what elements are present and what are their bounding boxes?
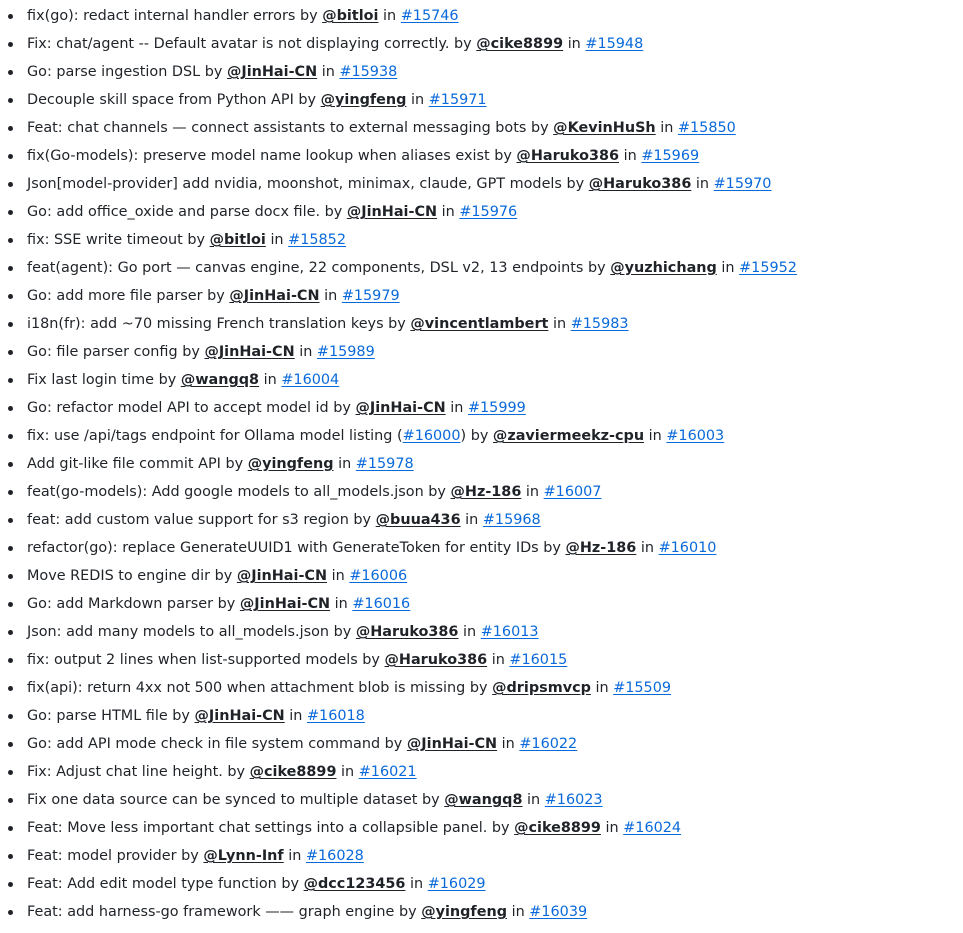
in-label: in [567,36,581,52]
list-item [8,562,963,590]
pr-link[interactable]: #16013 [480,624,539,640]
in-label: in [341,764,355,780]
in-label: in [463,624,477,640]
by-label: by [187,232,206,248]
by-label: by [566,176,585,192]
by-label: by [181,848,199,864]
author-link[interactable]: @wangq8 [444,792,523,808]
bullet-icon [8,294,13,299]
item-title: fix(go): redact internal handler errors [27,8,296,24]
in-label: in [595,680,609,696]
author-link[interactable]: @Hz-186 [450,484,522,500]
item-title: Go: add more file parser [27,288,203,304]
pr-link[interactable]: #15852 [288,232,346,248]
pr-link[interactable]: #15850 [677,120,736,136]
list-item [8,282,963,310]
item-title: feat: add custom value support for s3 region [27,512,349,528]
pr-link[interactable]: #16024 [623,820,682,836]
item-title: i18n(fr): add ~70 missing French translation keys [27,316,384,332]
author-link[interactable]: @JinHai-CN [406,736,498,752]
bullet-icon [8,742,13,747]
pr-link[interactable]: #15983 [570,316,629,332]
list-item [8,114,963,142]
in-label: in [511,904,525,920]
item-title: Json[model-provider] add nvidia, moonshot, minimax, claude, GPT models [27,176,562,192]
bullet-icon [8,798,13,803]
pr-link[interactable]: #16022 [519,736,578,752]
bullet-icon [8,42,13,47]
in-label: in [441,204,455,220]
pr-link[interactable]: #15970 [713,176,772,192]
by-label: by [333,400,351,416]
author-link[interactable]: @JinHai-CN [355,400,446,416]
list-item [8,730,963,758]
list-item [8,842,963,870]
item-title: refactor(go): replace GenerateUUID1 with GenerateToken for entity IDs [27,540,539,556]
by-label: by [227,764,246,780]
bullet-icon [8,434,13,439]
bullet-icon [8,14,13,19]
by-label: by [207,288,225,304]
author-link[interactable]: @buua436 [375,512,461,528]
bullet-icon [8,602,13,607]
list-item [8,478,963,506]
item-title: Feat: chat channels — connect assistants to external messaging bots [27,120,527,136]
in-label: in [721,260,735,276]
in-label: in [383,8,397,24]
list-item [8,590,963,618]
list-item [8,310,963,338]
in-label: in [331,568,345,584]
author-link[interactable]: @JinHai-CN [229,288,320,304]
author-link[interactable]: @dripsmvcp [492,680,591,696]
in-label: in [605,820,619,836]
in-label: in [334,596,348,612]
pr-link[interactable]: #16028 [305,848,364,864]
item-title: Go: add Markdown parser [27,596,214,612]
pr-link[interactable]: #16003 [666,428,725,444]
author-link[interactable]: @JinHai-CN [239,596,331,612]
item-title: Fix: Adjust chat line height. [27,764,223,780]
pr-link[interactable]: #16021 [358,764,417,780]
in-label: in [321,64,335,80]
in-label: in [501,736,515,752]
bullet-icon [8,98,13,103]
pr-link[interactable]: #16007 [543,484,602,500]
in-label: in [623,148,637,164]
in-label: in [263,372,277,388]
author-link[interactable]: @yuzhichang [610,260,717,276]
author-link[interactable]: @Haruko386 [588,176,692,192]
in-label: in [648,428,662,444]
pr-link[interactable]: #15948 [585,36,644,52]
author-link[interactable]: @Haruko386 [516,148,620,164]
author-link[interactable]: @cike8899 [476,36,564,52]
list-item [8,226,963,254]
item-title: Decouple skill space from Python API [27,92,294,108]
author-link[interactable]: @JinHai-CN [194,708,285,724]
by-label: by [588,260,606,276]
item-title: Fix one data source can be synced to multiple dataset [27,792,418,808]
item-title: Add git-like file commit API [27,456,221,472]
in-label: in [270,232,284,248]
bullet-icon [8,462,13,467]
list-item [8,674,963,702]
bullet-icon [8,70,13,75]
list-item [8,786,963,814]
pr-link[interactable]: #16006 [349,568,408,584]
in-label: in [338,456,352,472]
pr-link[interactable]: #16015 [509,652,568,668]
item-title: Go: add office_oxide and parse docx file. [27,204,321,220]
list-item [8,86,963,114]
list-item [8,366,963,394]
by-label: by [421,792,440,808]
pr-link[interactable]: #15979 [341,288,400,304]
in-label: in [288,848,302,864]
bullet-icon [8,630,13,635]
pr-link[interactable]: #15978 [355,456,414,472]
by-label: by [469,680,488,696]
list-item [8,58,963,86]
item-title: fix(api): return 4xx not 500 when attachment blob is missing [27,680,466,696]
list-item [8,142,963,170]
list-item [8,898,963,926]
by-label: by [182,344,200,360]
author-link[interactable]: @JinHai-CN [226,64,318,80]
pr-link[interactable]: #16016 [352,596,411,612]
item-title: fix: use /api/tags endpoint for Ollama model listing ( [27,428,403,444]
in-label: in [527,792,541,808]
inline-pr-link[interactable]: #16000 [402,428,461,444]
in-label: in [491,652,505,668]
bullet-icon [8,154,13,159]
author-link[interactable]: @yingfeng [320,92,407,108]
in-label: in [450,400,464,416]
by-label: by [298,92,317,108]
bullet-icon [8,518,13,523]
bullet-icon [8,378,13,383]
by-label: by [217,596,236,612]
pr-link[interactable]: #15989 [316,344,375,360]
bullet-icon [8,854,13,859]
pr-link[interactable]: #15746 [400,8,459,24]
list-item [8,506,963,534]
item-title: Fix: chat/agent -- Default avatar is not displaying correctly. [27,36,450,52]
bullet-icon [8,686,13,691]
by-label: by [299,8,318,24]
author-link[interactable]: @yingfeng [247,456,334,472]
item-title: fix(Go-models): preserve model name lookup when aliases exist [27,148,490,164]
pr-link[interactable]: #16023 [544,792,603,808]
bullet-icon [8,826,13,831]
bullet-icon [8,238,13,243]
item-title: Feat: model provider [27,848,177,864]
author-link[interactable]: @Lynn-Inf [203,848,284,864]
list-item [8,338,963,366]
by-label: by [225,456,244,472]
author-link[interactable]: @JinHai-CN [346,204,438,220]
bullet-icon [8,546,13,551]
author-link[interactable]: @KevinHuSh [553,120,656,136]
by-label: by [362,652,380,668]
pr-link[interactable]: #16039 [529,904,588,920]
by-label: by [543,540,561,556]
pr-link[interactable]: #16010 [658,540,717,556]
in-label: in [411,92,425,108]
by-label: by [384,736,403,752]
author-link[interactable]: @zaviermeekz-cpu [492,428,645,444]
bullet-icon [8,658,13,663]
item-title: feat(agent): Go port — canvas engine, 22 components, DSL v2, 13 endpoints [27,260,584,276]
item-title: feat(go-models): Add google models to all_models.json [27,484,424,500]
item-title-suffix: ) [460,428,467,444]
bullet-icon [8,182,13,187]
bullet-icon [8,714,13,719]
by-label: by [204,64,223,80]
list-item [8,422,963,450]
pr-link[interactable]: #16018 [307,708,365,724]
by-label: by [353,512,372,528]
by-label: by [281,876,299,892]
item-title: Feat: add harness-go framework —— graph engine [27,904,395,920]
list-item [8,534,963,562]
author-link[interactable]: @Haruko386 [384,652,488,668]
item-title: Go: add API mode check in file system command [27,736,381,752]
bullet-icon [8,322,13,327]
list-item [8,2,963,30]
list-item [8,702,963,730]
in-label: in [660,120,674,136]
bullet-icon [8,210,13,215]
in-label: in [410,876,424,892]
item-title: Go: parse HTML file [27,708,168,724]
list-item [8,758,963,786]
item-title: Feat: Move less important chat settings into a collapsible panel. [27,820,488,836]
by-label: by [491,820,510,836]
item-title: Move REDIS to engine dir [27,568,211,584]
in-label: in [640,540,654,556]
bullet-icon [8,490,13,495]
pr-link[interactable]: #15999 [467,400,526,416]
pr-link[interactable]: #15968 [482,512,541,528]
by-label: by [454,36,472,52]
pr-link[interactable]: #15952 [739,260,797,276]
bullet-icon [8,910,13,915]
list-item [8,450,963,478]
list-item [8,618,963,646]
pr-link[interactable]: #16029 [427,876,486,892]
list-item [8,870,963,898]
list-item [8,30,963,58]
author-link[interactable]: @Haruko386 [355,624,459,640]
in-label: in [525,484,540,500]
item-title: Feat: Add edit model type function [27,876,277,892]
by-label: by [530,120,549,136]
bullet-icon [8,126,13,131]
item-title: Json: add many models to all_models.json [27,624,330,640]
author-link[interactable]: @vincentlambert [410,316,549,332]
list-item [8,646,963,674]
author-link[interactable]: @cike8899 [514,820,601,836]
by-label: by [172,708,190,724]
list-item [8,198,963,226]
by-label: by [324,204,343,220]
item-title: fix: output 2 lines when list-supported models [27,652,358,668]
author-link[interactable]: @bitloi [322,8,379,24]
author-link[interactable]: @JinHai-CN [236,568,328,584]
in-label: in [299,344,313,360]
bullet-icon [8,574,13,579]
author-link[interactable]: @JinHai-CN [204,344,295,360]
author-link[interactable]: @cike8899 [249,764,337,780]
by-label: by [388,316,406,332]
by-label: by [470,428,489,444]
author-link[interactable]: @dcc123456 [303,876,406,892]
author-link[interactable]: @bitloi [209,232,266,248]
pr-link[interactable]: #16004 [281,372,340,388]
item-title: fix: SSE write timeout [27,232,183,248]
bullet-icon [8,266,13,271]
by-label: by [494,148,512,164]
by-label: by [428,484,446,500]
pr-link[interactable]: #15938 [339,64,398,80]
by-label: by [214,568,233,584]
by-label: by [398,904,417,920]
bullet-icon [8,882,13,887]
item-title: Go: refactor model API to accept model id [27,400,329,416]
author-link[interactable]: @wangq8 [180,372,260,388]
author-link[interactable]: @Hz-186 [565,540,637,556]
in-label: in [289,708,303,724]
list-item [8,394,963,422]
by-label: by [333,624,352,640]
bullet-icon [8,770,13,775]
author-link[interactable]: @yingfeng [421,904,508,920]
pr-link[interactable]: #15971 [428,92,487,108]
by-label: by [158,372,177,388]
pr-link[interactable]: #15976 [459,204,518,220]
in-label: in [465,512,479,528]
pr-link[interactable]: #15509 [613,680,672,696]
pr-link[interactable]: #15969 [641,148,700,164]
item-title: Go: file parser config [27,344,178,360]
item-title: Fix last login time [27,372,154,388]
list-item [8,254,963,282]
item-title: Go: parse ingestion DSL [27,64,201,80]
list-item [8,170,963,198]
list-item [8,814,963,842]
in-label: in [324,288,338,304]
bullet-icon [8,406,13,411]
bullet-icon [8,350,13,355]
in-label: in [553,316,567,332]
in-label: in [695,176,710,192]
